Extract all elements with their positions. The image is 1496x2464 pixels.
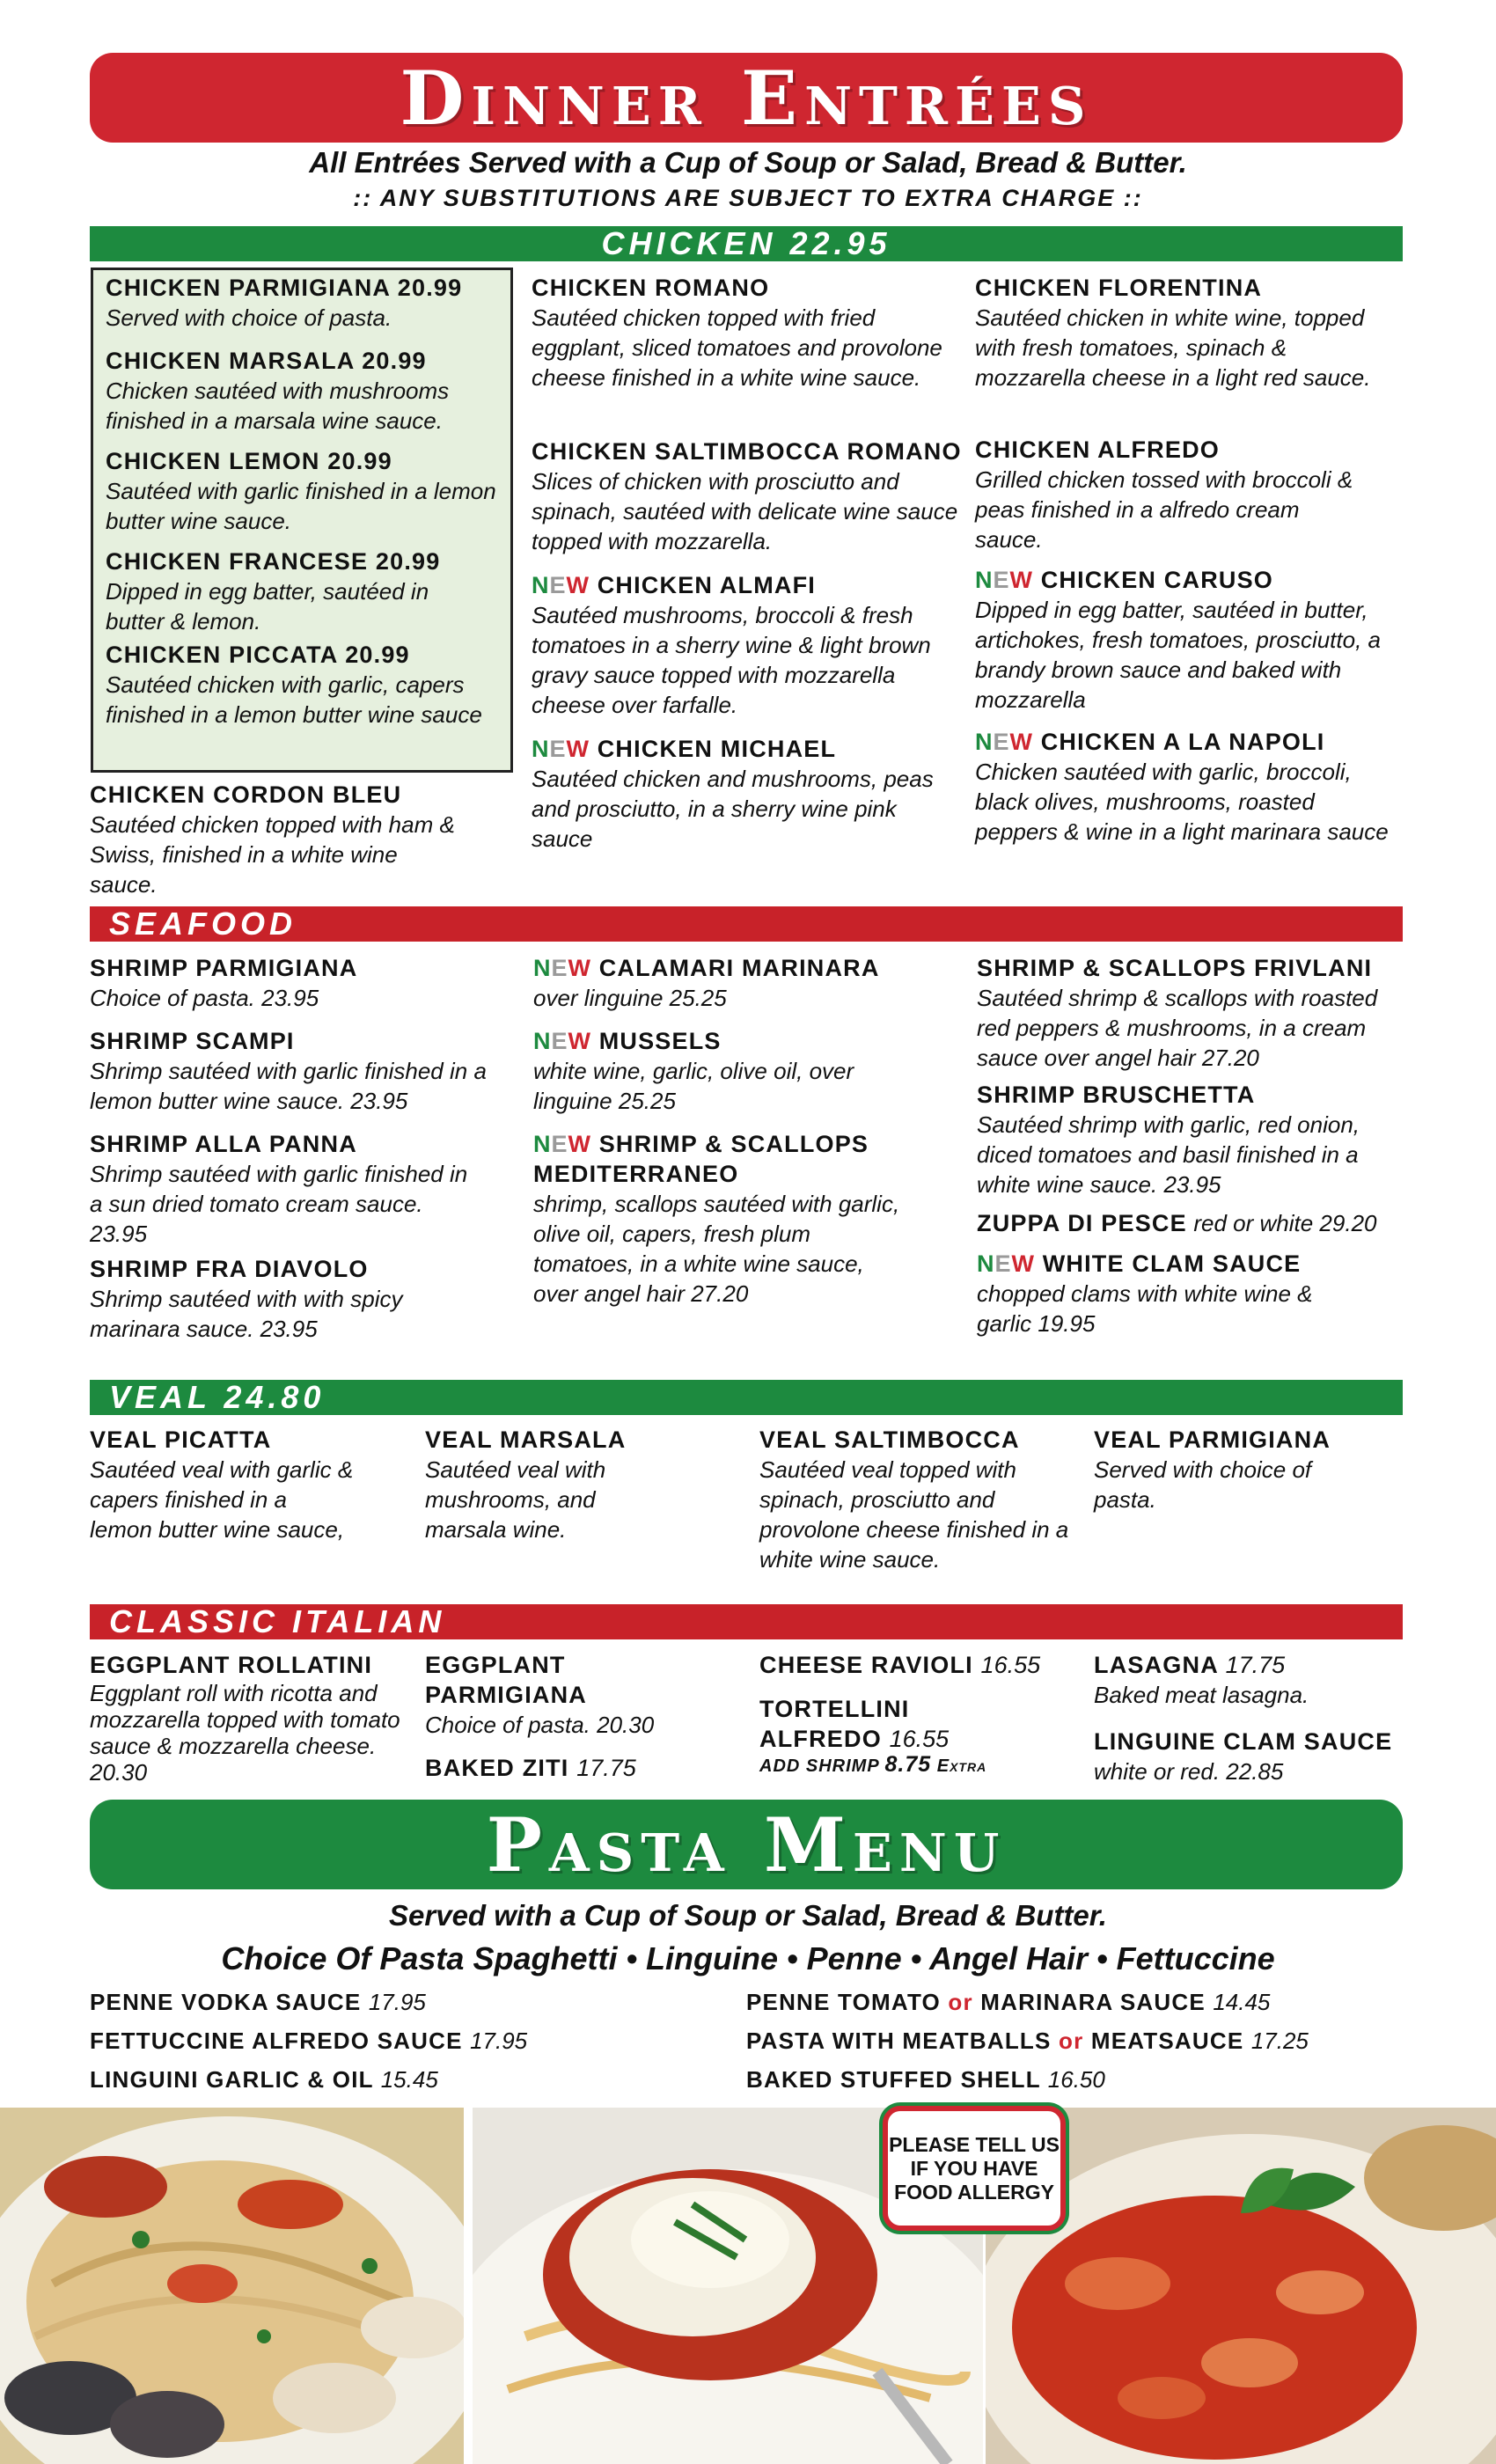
item-name: SHRIMP PARMIGIANA: [90, 955, 358, 981]
pasta-menu-banner: [90, 1800, 1403, 1889]
menu-item: [106, 273, 510, 333]
item-name: CHICKEN FLORENTINA: [975, 275, 1263, 301]
menu-item: [532, 570, 972, 720]
menu-item: [425, 1753, 707, 1783]
menu-item: [533, 1129, 938, 1309]
menu-item: [975, 565, 1406, 715]
menu-item: [106, 446, 510, 536]
item-name: CHICKEN CORDON BLEU: [90, 781, 402, 808]
menu-item: [90, 1425, 354, 1544]
menu-item: [977, 1080, 1408, 1199]
item-name: CHICKEN SALTIMBOCCA ROMANO: [532, 438, 962, 465]
item-name: CHICKEN PICCATA 20.99: [106, 642, 410, 668]
item-desc: Sautéed mushrooms, broccoli & fresh tomatoes in a sherry wine & light brown gravy sauce topped with mozzarella cheese over farfalle.: [532, 602, 931, 718]
menu-item: [90, 1026, 530, 1116]
item-desc: Served with choice of pasta.: [106, 304, 392, 331]
new-badge: NEW: [975, 567, 1033, 593]
item-name: NEW WHITE CLAM SAUCE: [977, 1250, 1302, 1277]
item-desc: Chicken sautéed with garlic, broccoli, black olives, mushrooms, roasted peppers & wine in a light marinara sauce: [975, 759, 1389, 845]
item-name: NEW CHICKEN CARUSO: [975, 567, 1274, 593]
item-name: CHICKEN ALFREDO: [975, 436, 1220, 463]
item-desc: Baked meat lasagna.: [1094, 1682, 1309, 1708]
item-name: BAKED ZITI 17.75: [425, 1755, 636, 1781]
item-name: NEW CHICKEN ALMAFI: [532, 572, 816, 598]
entrees-subtitle: All Entrées Served with a Cup of Soup or Salad, Bread & Butter.: [309, 146, 1187, 179]
menu-item: [977, 1249, 1329, 1338]
item-desc: Sautéed shrimp & scallops with roasted red peppers & mushrooms, in a cream sauce over angel hair 27.20: [977, 985, 1378, 1071]
item-desc: white or red. 22.85: [1094, 1758, 1284, 1785]
item-name: NEW CHICKEN A LA NAPOLI: [975, 729, 1325, 755]
item-desc: Choice of pasta. 23.95: [90, 985, 319, 1011]
seafood-pasta-photo: [0, 2108, 464, 2464]
item-name: SHRIMP ALLA PANNA: [90, 1131, 357, 1157]
menu-item: [975, 435, 1362, 554]
menu-item: [106, 640, 502, 730]
new-badge: NEW: [977, 1250, 1035, 1277]
menu-item: [759, 1694, 987, 1777]
item-desc: Sautéed chicken topped with fried eggplant, sliced tomatoes and provolone cheese finished in a white wine sauce.: [532, 304, 942, 391]
item-name: NEW CHICKEN MICHAEL: [532, 736, 837, 762]
item-desc: Dipped in egg batter, sautéed in butter, artichokes, fresh tomatoes, prosciutto, a brandy brown sauce and baked with mozzarella: [975, 597, 1381, 713]
dinner-entrees-banner: [90, 53, 1403, 143]
chicken-section-heading: CHICKEN 22.95: [90, 226, 1403, 261]
item-name: TORTELLINI ALFREDO 16.55: [759, 1696, 950, 1752]
pasta-item: PENNE VODKA SAUCE 17.95: [90, 1989, 426, 2015]
item-name: SHRIMP SCAMPI: [90, 1028, 295, 1054]
item-desc: Sautéed veal with garlic & capers finished in a lemon butter wine sauce,: [90, 1456, 354, 1543]
item-desc: Shrimp sautéed with garlic finished in a sun dried tomato cream sauce. 23.95: [90, 1161, 468, 1247]
item-name: EGGPLANT PARMIGIANA: [425, 1652, 587, 1708]
menu-item: [1094, 1425, 1331, 1514]
item-name: NEW MUSSELS: [533, 1028, 722, 1054]
item-desc: Grilled chicken tossed with broccoli & peas finished in a alfredo cream sauce.: [975, 466, 1353, 553]
menu-item: [90, 1129, 477, 1249]
seafood-section-heading: SEAFOOD: [90, 906, 1403, 942]
pasta-item: PENNE TOMATO or MARINARA SAUCE 14.45: [746, 1989, 1271, 2015]
item-desc: Choice of pasta. 20.30: [425, 1712, 655, 1738]
item-desc: Slices of chicken with prosciutto and spinach, sautéed with delicate wine sauce topped with mozzarella.: [532, 468, 958, 554]
pasta-menu-title: Pasta Menu: [486, 1800, 1007, 1888]
item-name: SHRIMP & SCALLOPS FRIVLANI: [977, 955, 1373, 981]
menu-item: [90, 1254, 477, 1344]
menu-item: [977, 1208, 1408, 1238]
menu-item: [759, 1650, 1094, 1680]
classic-italian-section-heading: CLASSIC ITALIAN: [90, 1604, 1403, 1639]
item-desc: Sautéed veal topped with spinach, prosciutto and provolone cheese finished in a white wine sauce.: [759, 1456, 1069, 1573]
item-desc: red or white 29.20: [1193, 1210, 1377, 1236]
new-badge: NEW: [532, 736, 590, 762]
pasta-item: FETTUCCINE ALFREDO SAUCE 17.95: [90, 2028, 528, 2054]
menu-item: [90, 1650, 415, 1786]
substitution-notice: :: ANY SUBSTITUTIONS ARE SUBJECT TO EXTRA CHARGE ::: [353, 185, 1143, 211]
item-desc: Dipped in egg batter, sautéed in butter & lemon.: [106, 578, 429, 634]
menu-item: [532, 734, 963, 854]
new-badge: NEW: [975, 729, 1033, 755]
menu-item: [106, 546, 484, 636]
pasta-item: LINGUINI GARLIC & OIL 15.45: [90, 2066, 438, 2093]
item-name: SHRIMP BRUSCHETTA: [977, 1082, 1256, 1108]
menu-item: [977, 953, 1408, 1073]
item-desc: Shrimp sautéed with garlic finished in a lemon butter wine sauce. 23.95: [90, 1058, 487, 1114]
item-name: ZUPPA DI PESCE: [977, 1210, 1187, 1236]
menu-item: [533, 953, 964, 1013]
item-desc: Sautéed veal with mushrooms, and marsala wine.: [425, 1456, 606, 1543]
item-desc: chopped clams with white wine & garlic 19.95: [977, 1280, 1313, 1337]
menu-item: [759, 1425, 1094, 1574]
item-name: LINGUINE CLAM SAUCE: [1094, 1728, 1393, 1755]
menu-item: [1094, 1727, 1411, 1786]
menu-item: [532, 273, 963, 392]
item-name: VEAL MARSALA: [425, 1426, 627, 1453]
add-shrimp-note: ADD SHRIMP 8.75 Extra: [759, 1752, 987, 1777]
item-desc: Chicken sautéed with mushrooms finished in a marsala wine sauce.: [106, 378, 450, 434]
item-desc: shrimp, scallops sautéed with garlic, olive oil, capers, fresh plum tomatoes, in a white wine sauce, over angel hair 27.20: [533, 1191, 900, 1307]
item-name: VEAL SALTIMBOCCA: [759, 1426, 1020, 1453]
menu-item: [1094, 1650, 1393, 1710]
item-name: CHICKEN ROMANO: [532, 275, 770, 301]
menu-item: [425, 1650, 707, 1740]
item-desc: Eggplant roll with ricotta and mozzarella topped with tomato sauce & mozzarella cheese. 20.30: [90, 1680, 400, 1786]
item-name: EGGPLANT ROLLATINI: [90, 1652, 373, 1678]
item-name: VEAL PARMIGIANA: [1094, 1426, 1331, 1453]
page-title: Dinner Entrées: [400, 54, 1093, 142]
item-desc: Sautéed with garlic finished in a lemon butter wine sauce.: [106, 478, 496, 534]
allergy-notice: PLEASE TELL US IF YOU HAVE FOOD ALLERGY: [883, 2106, 1066, 2231]
menu-item: [975, 273, 1389, 392]
menu-item: [425, 1425, 663, 1544]
item-desc: Shrimp sautéed with with spicy marinara sauce. 23.95: [90, 1286, 403, 1342]
pasta-subtitle: Served with a Cup of Soup or Salad, Bread & Butter.: [389, 1899, 1107, 1932]
new-badge: NEW: [533, 1131, 591, 1157]
item-desc: Sautéed shrimp with garlic, red onion, diced tomatoes and basil finished in a white wine sauce. 23.95: [977, 1111, 1360, 1198]
item-name: CHICKEN MARSALA 20.99: [106, 348, 427, 374]
item-name: SHRIMP FRA DIAVOLO: [90, 1256, 369, 1282]
item-name: VEAL PICATTA: [90, 1426, 272, 1453]
item-desc: Served with choice of pasta.: [1094, 1456, 1312, 1513]
item-name: CHICKEN FRANCESE 20.99: [106, 548, 441, 575]
menu-item: [533, 1026, 885, 1116]
item-desc: Sautéed chicken topped with ham & Swiss, finished in a white wine sauce.: [90, 811, 455, 898]
menu-item: [106, 346, 510, 436]
menu-item: [532, 436, 972, 556]
item-name: NEW CALAMARI MARINARA: [533, 955, 880, 981]
item-desc: over linguine 25.25: [533, 985, 727, 1011]
menu-item: [975, 727, 1397, 847]
new-badge: NEW: [533, 1028, 591, 1054]
item-name: CHICKEN LEMON 20.99: [106, 448, 392, 474]
item-name: CHICKEN PARMIGIANA 20.99: [106, 275, 463, 301]
pasta-item: BAKED STUFFED SHELL 16.50: [746, 2066, 1105, 2093]
menu-item: [90, 780, 468, 899]
item-name: LASAGNA 17.75: [1094, 1652, 1286, 1678]
new-badge: NEW: [533, 955, 591, 981]
item-desc: white wine, garlic, olive oil, over linguine 25.25: [533, 1058, 854, 1114]
new-badge: NEW: [532, 572, 590, 598]
item-desc: Sautéed chicken and mushrooms, peas and prosciutto, in a sherry wine pink sauce: [532, 766, 934, 852]
item-name: NEW SHRIMP & SCALLOPS MEDITERRANEO: [533, 1131, 869, 1187]
pasta-choice: Choice Of Pasta Spaghetti • Linguine • Penne • Angel Hair • Fettuccine: [221, 1940, 1275, 1976]
menu-item: [90, 953, 521, 1013]
pasta-item: PASTA WITH MEATBALLS or MEATSAUCE 17.25: [746, 2028, 1309, 2054]
veal-section-heading: VEAL 24.80: [90, 1380, 1403, 1415]
item-name: CHEESE RAVIOLI 16.55: [759, 1652, 1041, 1678]
item-desc: Sautéed chicken in white wine, topped with fresh tomatoes, spinach & mozzarella cheese in a light red sauce.: [975, 304, 1371, 391]
item-desc: Sautéed chicken with garlic, capers finished in a lemon butter wine sauce: [106, 671, 482, 728]
